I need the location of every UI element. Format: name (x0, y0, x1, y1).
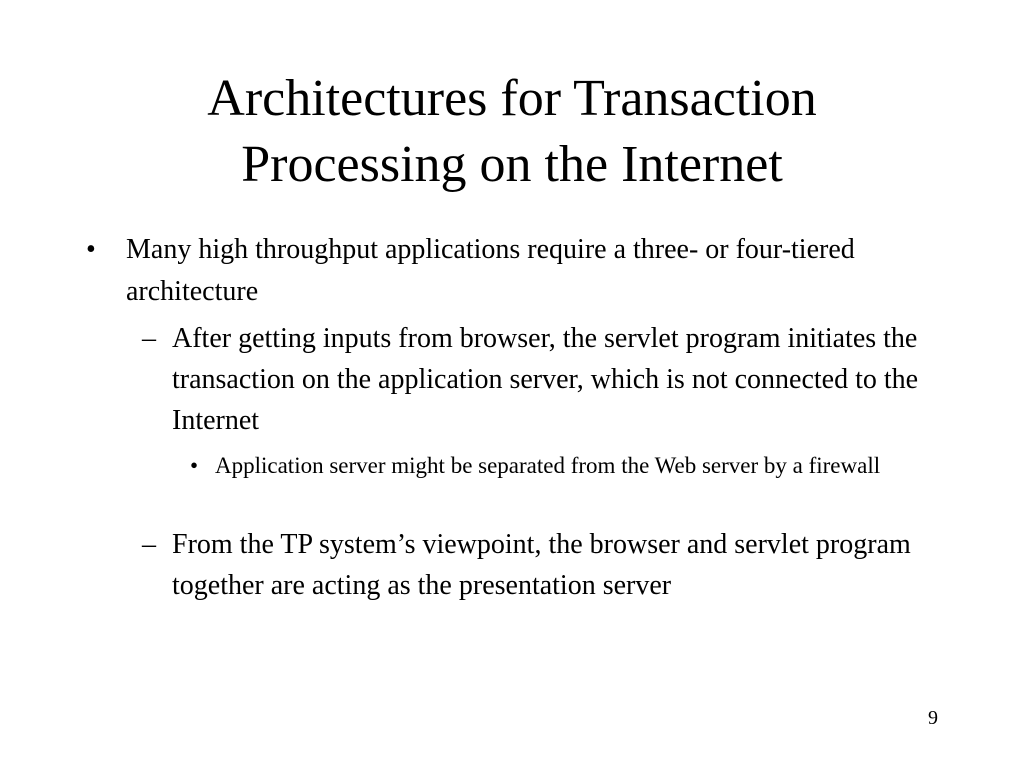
bullet-item-level2 (142, 524, 942, 606)
bullet-item-level3 (190, 450, 930, 482)
bullet-text: Many high throughput applications require a three- or four-tiered architecture (126, 234, 855, 307)
bullet-text: Application server might be separated from the Web server by a firewall (215, 453, 881, 478)
dash-marker: – (142, 323, 156, 354)
bullet-text: After getting inputs from browser, the servlet program initiates the transaction on the application server, which is not connected to the Internet (172, 323, 919, 436)
bullet-marker: • (86, 234, 96, 265)
bullet-marker: • (190, 453, 199, 478)
slide-title-line-1: Architectures for Transaction (207, 70, 817, 127)
bullet-text: From the TP system’s viewpoint, the browser and servlet program together are acting as the presentation server (172, 529, 911, 601)
dash-marker: – (142, 529, 156, 560)
page-number: 9 (928, 707, 938, 729)
slide-title-line-2: Processing on the Internet (241, 136, 783, 193)
bullet-item-level1 (86, 229, 946, 313)
bullet-item-level2 (142, 318, 942, 441)
